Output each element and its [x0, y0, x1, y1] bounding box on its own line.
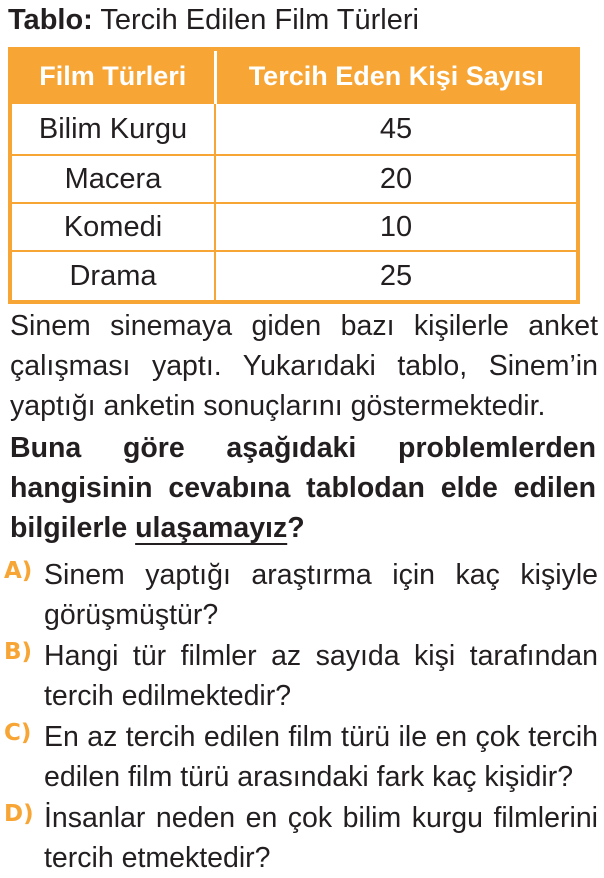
option-a[interactable]: [4, 555, 598, 635]
genre-cell: Drama: [10, 251, 215, 302]
table-row: [10, 203, 578, 251]
table-row: [10, 251, 578, 302]
option-c-letter: C): [4, 720, 32, 746]
count-cell: 45: [215, 103, 578, 155]
caption-title: Tercih Edilen Film Türleri: [100, 4, 419, 36]
table-header-row: [10, 49, 578, 103]
option-a-letter: A): [4, 558, 33, 584]
caption-label: Tablo:: [8, 4, 93, 36]
option-a-text: Sinem yaptığı araştırma için kaç kişiyle görüşmüştür?: [44, 559, 598, 631]
question-text: [10, 428, 596, 548]
option-d[interactable]: [4, 798, 598, 878]
count-cell: 25: [215, 251, 578, 302]
option-b-text: Hangi tür filmler az sayıda kişi tarafından tercih edilmektedir?: [44, 640, 598, 712]
count-cell: 10: [215, 203, 578, 251]
option-b[interactable]: [4, 636, 598, 716]
option-c[interactable]: [4, 717, 598, 797]
option-d-text: İnsanlar neden en çok bilim kurgu filmlerini tercih etmektedir?: [44, 802, 598, 874]
table-row: [10, 103, 578, 155]
question-body: Buna göre aşağıdaki problemlerden hangisinin cevabına tablodan elde edilen bilgilerle: [10, 432, 596, 544]
question-emphasis: ulaşamayız: [135, 512, 288, 544]
genre-cell: Bilim Kurgu: [10, 103, 215, 155]
option-b-letter: B): [4, 639, 33, 665]
header-film-genres: Film Türleri: [10, 49, 215, 103]
genre-cell: Macera: [10, 155, 215, 203]
question-mark: ?: [287, 512, 305, 544]
film-genre-table: [8, 47, 580, 304]
genre-cell: Komedi: [10, 203, 215, 251]
option-d-letter: D): [4, 801, 34, 827]
table-caption: [8, 4, 419, 37]
count-cell: 20: [215, 155, 578, 203]
header-preference-count: Tercih Eden Kişi Sayısı: [215, 49, 578, 103]
option-c-text: En az tercih edilen film türü ile en çok tercih edilen film türü arasındaki fark kaç kişidir?: [44, 721, 598, 793]
table-row: [10, 155, 578, 203]
intro-paragraph: Sinem sinemaya giden bazı kişilerle anket çalışması yaptı. Yukarıdaki tablo, Sinem’in yaptığı anketin sonuçlarını göstermektedir.: [10, 310, 598, 422]
